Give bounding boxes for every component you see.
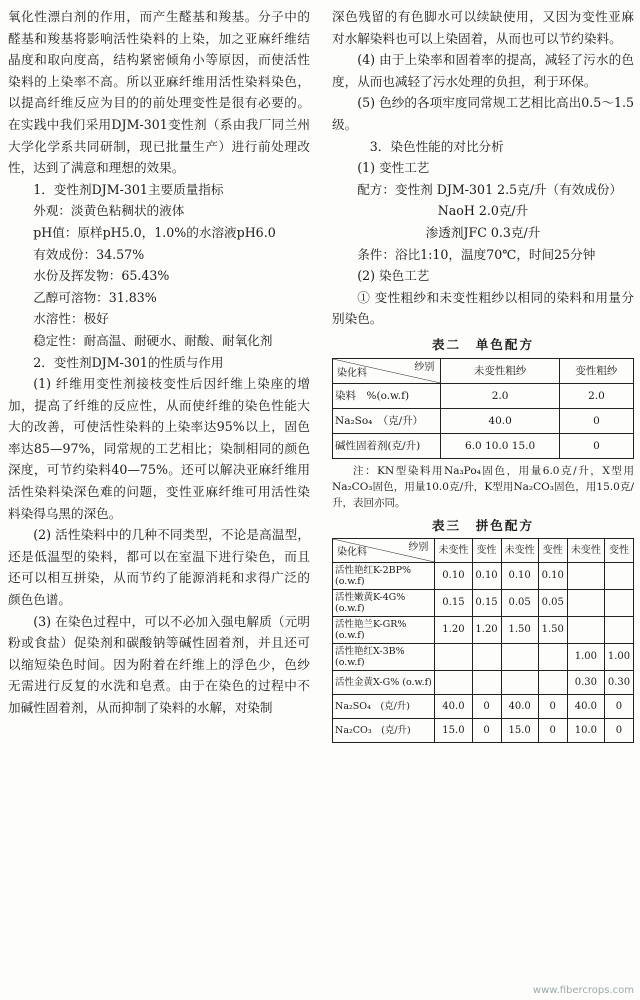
table-3-cell [472,644,501,671]
table-3-cell: 40.0 [501,695,538,719]
table-row [333,719,634,743]
spec-ethanol: 乙醇可溶物：31.83% [33,289,157,305]
table-3-cell: 0.30 [604,671,633,695]
section-heading-3: 3．染色性能的对比分析 [369,138,504,154]
table-2-cell: 6.0 10.0 15.0 [441,433,560,458]
spec-stability: 稳定性：耐高温、耐硬水、耐酸、耐氧化剂 [33,332,273,348]
spec-water: 水份及挥发物：65.43% [33,268,170,284]
table-2-note: 注：KN型染料用Na₃Po₄固色，用量6.0克/升，X型用Na₂CO₃固色，用量10.0克/升，K型用Na₂CO₃固色，用15.0克/升，表回亦同。 [332,464,634,509]
spec-ph: pH值：原样pH5.0，1.0%的水溶液pH6.0 [33,224,276,240]
table-3-cell [435,671,472,695]
table-3-cell: 1.20 [472,617,501,644]
table-3-row-label: 活性艳红X-3B% (o.w.f) [333,644,435,671]
table-3-cell [604,617,633,644]
table-3-cell: 0.10 [435,563,472,590]
table-3-col-header: 变性 [472,539,501,563]
table-3-header-top: 纱别 [408,542,429,554]
table-3-row-label: Na₂SO₄ (克/升) [333,695,435,719]
table-3-cell [604,590,633,617]
table-row [333,383,634,408]
spec-solubility: 水溶性：极好 [33,311,109,327]
table-2-cell: 0 [559,408,633,433]
table-2-cell: 40.0 [441,408,560,433]
table-2-row-label: 碱性固着剂(克/升) [333,433,441,458]
table-3-cell [567,563,604,590]
table-3-cell [501,644,538,671]
section-heading-1: 1．变性剂DJM-301主要质量指标 [33,181,224,197]
recipe-line-2: NaoH 2.0克/升 [437,203,529,219]
table-3-title: 表三 拼色配方 [431,517,535,533]
condition-line: 条件：浴比1:10，温度70℃，时间25分钟 [357,246,596,262]
table-3-cell: 0 [472,719,501,743]
table-3-cell [538,644,567,671]
table-3 [332,538,634,743]
table-3-cell: 1.00 [604,644,633,671]
table-2-header-left: 染化料 [337,367,367,379]
table-3-cell: 1.50 [501,617,538,644]
table-2-row-label: 染料 %(o.w.f) [333,383,441,408]
table-3-body [333,563,634,743]
watermark: www.fibercrops.com [532,985,634,996]
section-heading-2: 2．变性剂DJM-301的性质与作用 [33,354,224,370]
subsection-dyeing: (2) 染色工艺 [357,268,430,284]
table-3-cell: 0.10 [501,563,538,590]
table-3-cell: 40.0 [435,695,472,719]
table-3-cell: 0 [604,695,633,719]
table-row [333,563,634,590]
table-3-cell: 0.05 [538,590,567,617]
table-3-cell: 0 [538,695,567,719]
table-3-cell: 0.30 [567,671,604,695]
intro-paragraph: 氧化性漂白剂的作用，而产生醛基和羧基。分子中的醛基和羧基将影响活性染料的上染，加之亚麻纤维结晶度和取向度高，结构紧密倾角小等原因，而使活性染料的上染率不高。所以亚麻纤维用活性染料染色，以提高纤维反应为目的的前处理变性是很有必要的。在实践中我们采用DJM-301变性剂（系由我厂同兰州大学化学系共同研制，现已批量生产）进行前处理改性，达到了满意和理想的效果。 [8,9,310,176]
table-3-cell: 1.20 [435,617,472,644]
table-3-col-header: 变性 [538,539,567,563]
circled-item-1: ① 变性粗纱和未变性粗纱以相同的染料和用量分别染色。 [332,289,634,327]
table-3-cell [435,644,472,671]
table-2 [332,358,634,459]
table-3-cell: 0.10 [538,563,567,590]
table-3-corner-cell [333,539,435,563]
table-3-cell: 1.50 [538,617,567,644]
recipe-line-1: 配方：变性剂 DJM-301 2.5克/升（有效成份） [357,181,623,197]
table-3-col-header: 未变性 [567,539,604,563]
table-3-cell: 15.0 [501,719,538,743]
recipe-line-3: 渗透剂JFC 0.3克/升 [425,224,541,240]
table-3-cell: 0 [604,719,633,743]
table-3-cell: 10.0 [567,719,604,743]
table-3-cell: 40.0 [567,695,604,719]
left-column [8,6,310,719]
item-2: (2) 活性染料中的几种不同类型，不论是高温型，还是低温型的染料，都可以在室温下进行染色，而且还可以相互拼染，从而节约了能源消耗和求得广泛的颜色色谱。 [8,527,310,608]
table-row [333,671,634,695]
table-2-cell: 0 [559,433,633,458]
table-3-cell [538,671,567,695]
table-row [333,644,634,671]
table-3-row-label: Na₂CO₃ (克/升) [333,719,435,743]
table-3-cell: 0 [472,695,501,719]
subsection-process: (1) 变性工艺 [357,160,430,176]
table-3-cell [567,617,604,644]
table-2-cell: 2.0 [441,383,560,408]
table-3-header-left: 染化料 [337,547,367,559]
table-2-header-top: 纱别 [414,361,435,373]
table-3-cell: 0.10 [472,563,501,590]
table-3-row-label: 活性嫩黄K-4G% (o.w.f) [333,590,435,617]
spec-appearance: 外观：淡黄色粘稠状的液体 [33,203,185,219]
table-3-cell: 15.0 [435,719,472,743]
table-3-col-header: 未变性 [501,539,538,563]
table-2-cell: 2.0 [559,383,633,408]
table-2-col-1: 未变性粗纱 [441,358,560,383]
table-row [333,590,634,617]
item-1: (1) 纤维用变性剂接枝变性后因纤维上染座的增加，提高了纤维的反应性，从而使纤维的染色性能大大的改善，可使活性染料的上染率达95%以上，固色率达85—97%，同常规的工艺相比；染制相同的颜色深度，可节约染料40—75%。还可以解决亚麻纤维用活性染料染深色难的问题，变性亚麻纤维可用活性染料染得乌黑的深色。 [8,376,310,521]
table-3-cell [604,563,633,590]
table-2-row-label: Na₂So₄ （克/升） [333,408,441,433]
right-column [332,6,634,743]
item-4: (4) 由于上染率和固着率的提高，减轻了污水的色度，从而也减轻了污水处理的负担，利于环保。 [332,52,634,89]
table-3-col-header: 变性 [604,539,633,563]
table-row [333,695,634,719]
table-3-cell: 1.00 [567,644,604,671]
table-3-row-label: 活性艳兰K-GR% (o.w.f) [333,617,435,644]
table-3-col-header: 未变性 [435,539,472,563]
table-row [333,433,634,458]
table-3-cell: 0.05 [501,590,538,617]
item-5: (5) 色纱的各项牢度同常规工艺相比高出0.5～1.5级。 [332,95,634,132]
table-3-row-label: 活性艳红K-2BP% (o.w.f) [333,563,435,590]
table-3-cell: 0.15 [472,590,501,617]
table-3-cell: 0.15 [435,590,472,617]
continued-paragraph: 深色残留的有色脚水可以续缺使用，又因为变性亚麻对水解染料也可以上染固着，从而也可以节约染料。 [332,9,634,46]
table-2-col-2: 变性粗纱 [559,358,633,383]
table-3-cell [567,590,604,617]
spec-active: 有效成份：34.57% [33,246,145,262]
table-3-cell [501,671,538,695]
table-row [333,617,634,644]
table-3-cell [472,671,501,695]
item-3: (3) 在染色过程中，可以不必加入强电解质（元明粉或食盐）促染剂和碳酸钠等碱性固着剂，并且还可以缩短染色时间。因为附着在纤维上的浮色少，色纱无需进行反复的水洗和皂煮。由于在染色的过程中不加碱性固着剂，从而抑制了染料的水解，对染制 [8,613,310,715]
table-3-row-label: 活性金黄X-G% (o.w.f) [333,671,435,695]
table-2-title: 表二 单色配方 [431,336,535,352]
table-2-corner-cell [333,358,441,383]
table-3-cell: 0 [538,719,567,743]
table-row [333,408,634,433]
